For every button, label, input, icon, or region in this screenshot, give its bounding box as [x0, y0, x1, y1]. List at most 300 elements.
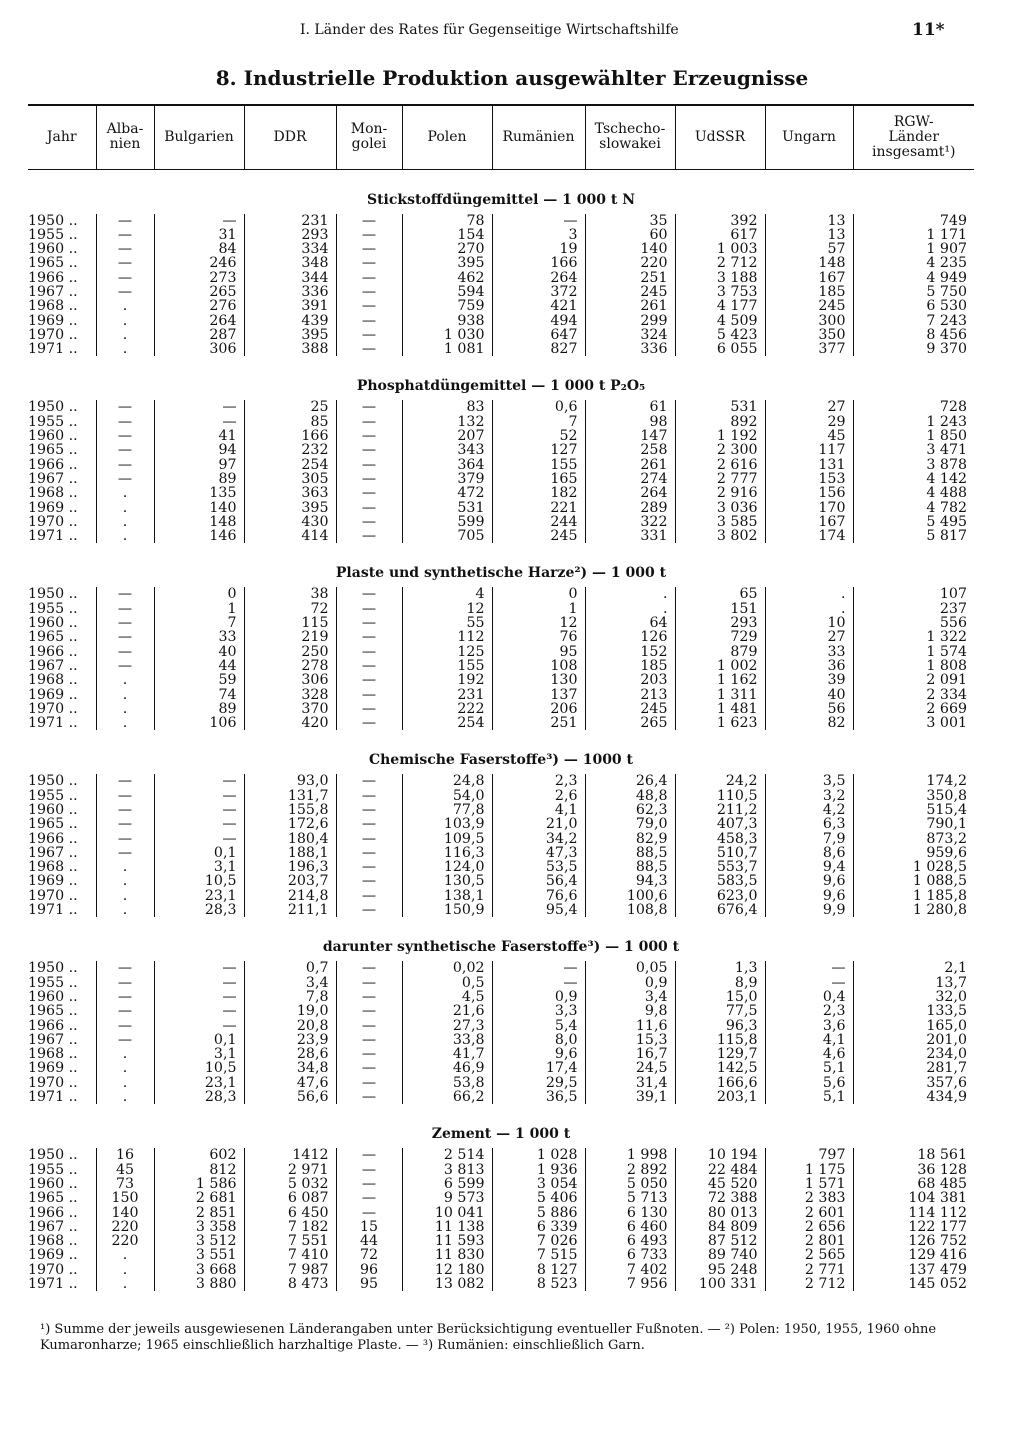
- value-cell: 306: [244, 673, 336, 687]
- value-cell: 7 402: [585, 1263, 675, 1277]
- value-cell: 1 481: [675, 702, 765, 716]
- value-cell: 4 235: [853, 256, 974, 270]
- value-cell: 2 916: [675, 486, 765, 500]
- value-cell: 264: [154, 314, 244, 328]
- value-cell: .: [96, 299, 154, 313]
- value-cell: —: [336, 328, 402, 342]
- value-cell: 73: [96, 1177, 154, 1191]
- value-cell: 55: [402, 616, 492, 630]
- value-cell: 1 586: [154, 1177, 244, 1191]
- value-cell: —: [336, 299, 402, 313]
- value-cell: 114 112: [853, 1206, 974, 1220]
- value-cell: 3 471: [853, 443, 974, 457]
- value-cell: 4 949: [853, 271, 974, 285]
- table-row: [28, 1191, 974, 1205]
- value-cell: 1 574: [853, 645, 974, 659]
- value-cell: —: [154, 817, 244, 831]
- value-cell: 3 802: [675, 529, 765, 543]
- value-cell: 142,5: [675, 1061, 765, 1075]
- year-cell: 1965 ..: [28, 816, 78, 833]
- value-cell: 2 712: [765, 1277, 853, 1291]
- year-cell: 1950 ..: [28, 399, 78, 416]
- value-cell: 72: [244, 602, 336, 616]
- value-cell: 1,3: [675, 961, 765, 975]
- column-header: Rumänien: [492, 105, 585, 169]
- value-cell: —: [96, 659, 154, 673]
- value-cell: —: [96, 400, 154, 414]
- value-cell: 1 028,5: [853, 860, 974, 874]
- value-cell: 250: [244, 645, 336, 659]
- value-cell: 348: [244, 256, 336, 270]
- table-row: [28, 990, 974, 1004]
- value-cell: 13,7: [853, 976, 974, 990]
- value-cell: 1 623: [675, 716, 765, 730]
- value-cell: 62,3: [585, 803, 675, 817]
- value-cell: 265: [585, 716, 675, 730]
- value-cell: 324: [585, 328, 675, 342]
- value-cell: 100,6: [585, 889, 675, 903]
- value-cell: 219: [244, 630, 336, 644]
- value-cell: 2 681: [154, 1191, 244, 1205]
- table-row: [28, 1019, 974, 1033]
- value-cell: 647: [492, 328, 585, 342]
- value-cell: 6 493: [585, 1234, 675, 1248]
- value-cell: 430: [244, 515, 336, 529]
- value-cell: 0,9: [585, 976, 675, 990]
- year-cell: 1955 ..: [28, 413, 78, 430]
- value-cell: 117: [765, 443, 853, 457]
- value-cell: 4 177: [675, 299, 765, 313]
- section-title-row: [28, 917, 974, 961]
- table-row: [28, 774, 974, 788]
- value-cell: 76: [492, 630, 585, 644]
- year-cell: 1966 ..: [28, 456, 78, 473]
- value-cell: 27: [765, 630, 853, 644]
- value-cell: 40: [765, 688, 853, 702]
- value-cell: 100 331: [675, 1277, 765, 1291]
- value-cell: 0: [154, 587, 244, 601]
- value-cell: 938: [402, 314, 492, 328]
- value-cell: 4 142: [853, 472, 974, 486]
- value-cell: 2 851: [154, 1206, 244, 1220]
- value-cell: 4,5: [402, 990, 492, 1004]
- value-cell: 2 771: [765, 1263, 853, 1277]
- value-cell: 112: [402, 630, 492, 644]
- value-cell: .: [96, 1076, 154, 1090]
- value-cell: 78: [402, 214, 492, 228]
- value-cell: —: [96, 443, 154, 457]
- section-title-row: [28, 1104, 974, 1148]
- value-cell: 122 177: [853, 1220, 974, 1234]
- value-cell: —: [336, 1004, 402, 1018]
- value-cell: 110,5: [675, 789, 765, 803]
- value-cell: 258: [585, 443, 675, 457]
- value-cell: 7 410: [244, 1248, 336, 1262]
- value-cell: —: [154, 789, 244, 803]
- year-cell: 1968 ..: [28, 298, 78, 315]
- table-row: [28, 616, 974, 630]
- value-cell: 8,6: [765, 846, 853, 860]
- value-cell: 192: [402, 673, 492, 687]
- value-cell: 137: [492, 688, 585, 702]
- value-cell: 1 028: [492, 1148, 585, 1162]
- value-cell: —: [336, 961, 402, 975]
- value-cell: 39: [765, 673, 853, 687]
- year-cell: 1965 ..: [28, 1003, 78, 1020]
- value-cell: 420: [244, 716, 336, 730]
- year-cell: 1969 ..: [28, 312, 78, 329]
- value-cell: 9,9: [765, 903, 853, 917]
- year-cell: 1969 ..: [28, 499, 78, 516]
- value-cell: 137 479: [853, 1263, 974, 1277]
- value-cell: .: [96, 889, 154, 903]
- year-cell: 1968 ..: [28, 1233, 78, 1250]
- value-cell: 155: [402, 659, 492, 673]
- value-cell: 20,8: [244, 1019, 336, 1033]
- table-row: [28, 1148, 974, 1162]
- value-cell: 245: [585, 285, 675, 299]
- value-cell: 6 599: [402, 1177, 492, 1191]
- value-cell: —: [336, 256, 402, 270]
- value-cell: —: [336, 1206, 402, 1220]
- value-cell: 7 243: [853, 314, 974, 328]
- value-cell: —: [154, 400, 244, 414]
- year-cell: 1965 ..: [28, 442, 78, 459]
- value-cell: 8 473: [244, 1277, 336, 1291]
- value-cell: 13: [765, 214, 853, 228]
- value-cell: —: [336, 846, 402, 860]
- value-cell: 246: [154, 256, 244, 270]
- value-cell: 2,6: [492, 789, 585, 803]
- value-cell: 9,6: [765, 874, 853, 888]
- value-cell: 1: [154, 602, 244, 616]
- value-cell: 28,6: [244, 1047, 336, 1061]
- value-cell: —: [336, 429, 402, 443]
- value-cell: 350: [765, 328, 853, 342]
- value-cell: 531: [675, 400, 765, 414]
- value-cell: 28,3: [154, 903, 244, 917]
- value-cell: 350,8: [853, 789, 974, 803]
- value-cell: 5 886: [492, 1206, 585, 1220]
- value-cell: 156: [765, 486, 853, 500]
- table-row: [28, 874, 974, 888]
- value-cell: 617: [675, 228, 765, 242]
- value-cell: 220: [96, 1220, 154, 1234]
- value-cell: 17,4: [492, 1061, 585, 1075]
- section-title-row: [28, 543, 974, 587]
- value-cell: —: [96, 242, 154, 256]
- value-cell: 10,5: [154, 874, 244, 888]
- year-cell: 1969 ..: [28, 1060, 78, 1077]
- year-cell: 1971 ..: [28, 715, 78, 732]
- value-cell: 44: [154, 659, 244, 673]
- value-cell: 336: [585, 342, 675, 356]
- value-cell: 36: [765, 659, 853, 673]
- value-cell: 48,8: [585, 789, 675, 803]
- value-cell: 1 243: [853, 415, 974, 429]
- value-cell: 331: [585, 529, 675, 543]
- section-title: Chemische Faserstoffe³) — 1000 t: [368, 752, 634, 769]
- year-cell: 1971 ..: [28, 1276, 78, 1293]
- value-cell: —: [336, 1047, 402, 1061]
- value-cell: 0,1: [154, 1033, 244, 1047]
- value-cell: 231: [244, 214, 336, 228]
- value-cell: 8,9: [675, 976, 765, 990]
- value-cell: 6,3: [765, 817, 853, 831]
- value-cell: 129,7: [675, 1047, 765, 1061]
- value-cell: 45 520: [675, 1177, 765, 1191]
- value-cell: 421: [492, 299, 585, 313]
- value-cell: 1 088,5: [853, 874, 974, 888]
- value-cell: .: [96, 515, 154, 529]
- value-cell: —: [336, 587, 402, 601]
- column-header: Jahr: [28, 105, 96, 169]
- value-cell: 93,0: [244, 774, 336, 788]
- value-cell: 85: [244, 415, 336, 429]
- value-cell: 44: [336, 1234, 402, 1248]
- table-row: [28, 529, 974, 543]
- value-cell: 749: [853, 214, 974, 228]
- value-cell: 336: [244, 285, 336, 299]
- value-cell: 80 013: [675, 1206, 765, 1220]
- value-cell: 96,3: [675, 1019, 765, 1033]
- year-cell: 1969 ..: [28, 1247, 78, 1264]
- value-cell: .: [96, 673, 154, 687]
- value-cell: —: [96, 228, 154, 242]
- value-cell: —: [492, 976, 585, 990]
- value-cell: —: [96, 817, 154, 831]
- value-cell: 0: [492, 587, 585, 601]
- value-cell: 892: [675, 415, 765, 429]
- value-cell: 196,3: [244, 860, 336, 874]
- value-cell: 97: [154, 458, 244, 472]
- year-cell: 1971 ..: [28, 902, 78, 919]
- value-cell: 5,1: [765, 1090, 853, 1104]
- value-cell: 759: [402, 299, 492, 313]
- value-cell: 556: [853, 616, 974, 630]
- value-cell: 174: [765, 529, 853, 543]
- value-cell: —: [336, 903, 402, 917]
- value-cell: 12: [402, 602, 492, 616]
- value-cell: 174,2: [853, 774, 974, 788]
- value-cell: 1 850: [853, 429, 974, 443]
- value-cell: 3 551: [154, 1248, 244, 1262]
- value-cell: 462: [402, 271, 492, 285]
- value-cell: 4,6: [765, 1047, 853, 1061]
- table-row: [28, 1277, 974, 1291]
- value-cell: —: [96, 1033, 154, 1047]
- value-cell: —: [336, 716, 402, 730]
- value-cell: 515,4: [853, 803, 974, 817]
- value-cell: 167: [765, 515, 853, 529]
- value-cell: —: [96, 976, 154, 990]
- value-cell: 237: [853, 602, 974, 616]
- value-cell: —: [336, 415, 402, 429]
- value-cell: 278: [244, 659, 336, 673]
- page-title: 8. Industrielle Produktion ausgewählter Erzeugnisse: [215, 66, 809, 90]
- value-cell: 18 561: [853, 1148, 974, 1162]
- value-cell: 1 907: [853, 242, 974, 256]
- value-cell: 36 128: [853, 1163, 974, 1177]
- value-cell: 1 175: [765, 1163, 853, 1177]
- value-cell: —: [96, 846, 154, 860]
- value-cell: 15: [336, 1220, 402, 1234]
- value-cell: 305: [244, 472, 336, 486]
- table-row: [28, 342, 974, 356]
- value-cell: 395: [402, 256, 492, 270]
- value-cell: 5,1: [765, 1061, 853, 1075]
- value-cell: 5 406: [492, 1191, 585, 1205]
- value-cell: 3,4: [585, 990, 675, 1004]
- value-cell: 82,9: [585, 832, 675, 846]
- footnotes: ¹) Summe der jeweils ausgewiesenen Länderangaben unter Berücksichtigung eventueller Fußnoten. — ²) Polen: 1950, 1955, 1960 ohne Kumaronharze; 1965 einschließlich harzhaltige Plaste. — ³) Rumänien: einschließlich Garn.: [40, 1322, 937, 1353]
- value-cell: 9,6: [492, 1047, 585, 1061]
- value-cell: 34,2: [492, 832, 585, 846]
- value-cell: 3 880: [154, 1277, 244, 1291]
- value-cell: 15,0: [675, 990, 765, 1004]
- table-row: [28, 961, 974, 975]
- value-cell: 300: [765, 314, 853, 328]
- value-cell: 19: [492, 242, 585, 256]
- value-cell: 251: [585, 271, 675, 285]
- value-cell: 1 322: [853, 630, 974, 644]
- value-cell: 9,4: [765, 860, 853, 874]
- value-cell: 328: [244, 688, 336, 702]
- value-cell: 103,9: [402, 817, 492, 831]
- value-cell: 289: [585, 501, 675, 515]
- table-row: [28, 659, 974, 673]
- value-cell: 54,0: [402, 789, 492, 803]
- value-cell: 1412: [244, 1148, 336, 1162]
- value-cell: .: [96, 716, 154, 730]
- section-title: darunter synthetische Faserstoffe³) — 1 000 t: [322, 939, 680, 956]
- section-title: Zement — 1 000 t: [431, 1126, 571, 1143]
- value-cell: 5,4: [492, 1019, 585, 1033]
- value-cell: —: [336, 458, 402, 472]
- value-cell: 6 733: [585, 1248, 675, 1262]
- value-cell: 203,1: [675, 1090, 765, 1104]
- year-cell: 1960 ..: [28, 428, 78, 445]
- value-cell: 287: [154, 328, 244, 342]
- section-title: Plaste und synthetische Harze²) — 1 000 t: [335, 565, 667, 582]
- value-cell: 5 750: [853, 285, 974, 299]
- value-cell: 3 358: [154, 1220, 244, 1234]
- year-cell: 1968 ..: [28, 1046, 78, 1063]
- value-cell: 1 280,8: [853, 903, 974, 917]
- year-cell: 1960 ..: [28, 241, 78, 258]
- value-cell: —: [336, 889, 402, 903]
- value-cell: 2 616: [675, 458, 765, 472]
- value-cell: 594: [402, 285, 492, 299]
- value-cell: —: [96, 214, 154, 228]
- value-cell: 1 002: [675, 659, 765, 673]
- value-cell: 7 182: [244, 1220, 336, 1234]
- year-cell: 1969 ..: [28, 686, 78, 703]
- year-cell: 1967 ..: [28, 657, 78, 674]
- value-cell: 33: [154, 630, 244, 644]
- value-cell: 10: [765, 616, 853, 630]
- table-row: [28, 702, 974, 716]
- column-header: Tschecho- slowakei: [585, 105, 675, 169]
- value-cell: —: [96, 1019, 154, 1033]
- table-row: [28, 602, 974, 616]
- value-cell: 232: [244, 443, 336, 457]
- value-cell: 36,5: [492, 1090, 585, 1104]
- value-cell: 391: [244, 299, 336, 313]
- value-cell: 265: [154, 285, 244, 299]
- value-cell: 104 381: [853, 1191, 974, 1205]
- value-cell: 3 001: [853, 716, 974, 730]
- value-cell: 130,5: [402, 874, 492, 888]
- table-body: [28, 169, 974, 1291]
- value-cell: 251: [492, 716, 585, 730]
- value-cell: 234,0: [853, 1047, 974, 1061]
- value-cell: 56,6: [244, 1090, 336, 1104]
- value-cell: .: [96, 342, 154, 356]
- value-cell: —: [96, 774, 154, 788]
- value-cell: 9,8: [585, 1004, 675, 1018]
- table-row: [28, 443, 974, 457]
- value-cell: —: [336, 1061, 402, 1075]
- value-cell: .: [96, 529, 154, 543]
- value-cell: —: [154, 214, 244, 228]
- value-cell: 3,2: [765, 789, 853, 803]
- value-cell: 5 032: [244, 1177, 336, 1191]
- value-cell: 165,0: [853, 1019, 974, 1033]
- value-cell: 53,8: [402, 1076, 492, 1090]
- value-cell: 270: [402, 242, 492, 256]
- value-cell: 87 512: [675, 1234, 765, 1248]
- table-row: [28, 486, 974, 500]
- value-cell: —: [336, 271, 402, 285]
- year-cell: 1955 ..: [28, 974, 78, 991]
- section-title-row: [28, 169, 974, 214]
- value-cell: 1: [492, 602, 585, 616]
- value-cell: 1 936: [492, 1163, 585, 1177]
- value-cell: 3,5: [765, 774, 853, 788]
- value-cell: 790,1: [853, 817, 974, 831]
- value-cell: .: [96, 486, 154, 500]
- value-cell: 165: [492, 472, 585, 486]
- value-cell: 94: [154, 443, 244, 457]
- value-cell: 15,3: [585, 1033, 675, 1047]
- value-cell: 602: [154, 1148, 244, 1162]
- value-cell: 180,4: [244, 832, 336, 846]
- value-cell: 6 055: [675, 342, 765, 356]
- table-row: [28, 587, 974, 601]
- value-cell: 5 495: [853, 515, 974, 529]
- value-cell: 29,5: [492, 1076, 585, 1090]
- value-cell: 583,5: [675, 874, 765, 888]
- column-header: Mon- golei: [336, 105, 402, 169]
- value-cell: 494: [492, 314, 585, 328]
- value-cell: 56,4: [492, 874, 585, 888]
- table-row: [28, 429, 974, 443]
- value-cell: —: [96, 602, 154, 616]
- value-cell: —: [96, 415, 154, 429]
- value-cell: 274: [585, 472, 675, 486]
- value-cell: 154: [402, 228, 492, 242]
- value-cell: 56: [765, 702, 853, 716]
- value-cell: 28,3: [154, 1090, 244, 1104]
- value-cell: .: [96, 1277, 154, 1291]
- value-cell: 222: [402, 702, 492, 716]
- value-cell: —: [154, 832, 244, 846]
- year-cell: 1966 ..: [28, 1204, 78, 1221]
- value-cell: 129 416: [853, 1248, 974, 1262]
- table-row: [28, 501, 974, 515]
- value-cell: 2 777: [675, 472, 765, 486]
